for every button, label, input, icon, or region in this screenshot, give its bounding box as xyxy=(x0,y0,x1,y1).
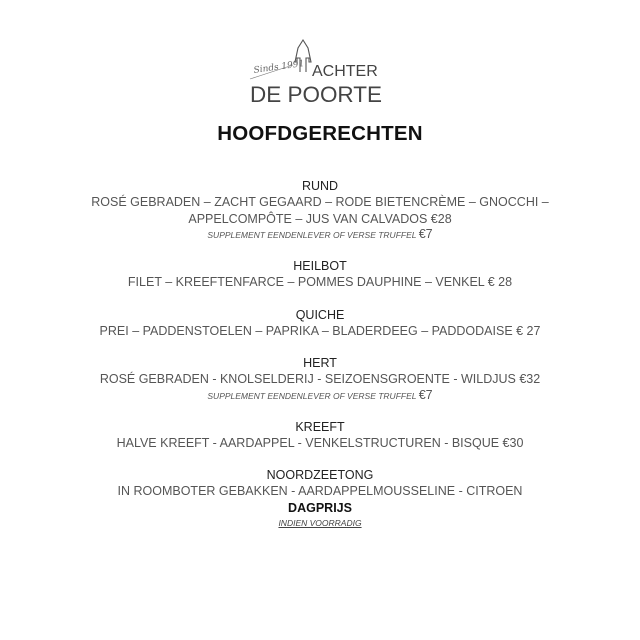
logo-line-1: ACHTER xyxy=(312,63,378,80)
dish-supplement xyxy=(0,388,640,403)
dish-quiche xyxy=(0,308,640,340)
page-title: HOOFDGERECHTEN xyxy=(217,122,423,145)
day-price: DAGPRIJS xyxy=(288,500,352,515)
dish-name: NOORDZEETONG xyxy=(266,468,374,482)
dish-hert xyxy=(0,356,640,403)
availability-note: INDIEN VOORRADIG xyxy=(278,517,362,528)
dish-name: QUICHE xyxy=(295,307,345,322)
logo-graphic xyxy=(240,36,400,112)
logo-line-2: DE POORTE xyxy=(250,82,382,107)
dish-rund xyxy=(0,179,640,242)
dish-description: FILET – KREEFTENFARCE – POMMES DAUPHINE – VENKEL € 28 xyxy=(127,275,513,289)
supplement-text: SUPPLEMENT EENDENLEVER OF VERSE TRUFFEL xyxy=(207,390,417,401)
dish-description: PREI – PADDENSTOELEN – PAPRIKA – BLADERDEEG – PADDODAISE € 27 xyxy=(99,323,541,338)
dish-description: IN ROOMBOTER GEBAKKEN - AARDAPPELMOUSSELINE - CITROEN xyxy=(117,484,523,498)
restaurant-logo xyxy=(0,36,640,112)
dish-name: HEILBOT xyxy=(293,259,347,273)
dish-description: ROSÉ GEBRADEN – ZACHT GEGAARD – RODE BIETENCRÈME – GNOCCHI – APPELCOMPÔTE – JUS VAN CALVADOS €28 xyxy=(91,195,549,226)
dish-kreeft xyxy=(0,420,640,452)
dish-heilbot xyxy=(0,259,640,291)
dish-name: HERT xyxy=(303,356,337,370)
dish-name: KREEFT xyxy=(295,419,345,434)
logo-since: Sinds 1991 xyxy=(253,58,305,76)
dish-supplement xyxy=(0,227,640,242)
menu-list xyxy=(0,179,640,547)
dish-description: HALVE KREEFT - AARDAPPEL - VENKELSTRUCTUREN - BISQUE €30 xyxy=(116,435,524,450)
supplement-price: €7 xyxy=(418,227,433,241)
supplement-price: €7 xyxy=(418,387,433,402)
supplement-text: SUPPLEMENT EENDENLEVER OF VERSE TRUFFEL xyxy=(207,230,417,240)
dish-description: ROSÉ GEBRADEN - KNOLSELDERIJ - SEIZOENSGROENTE - WILDJUS €32 xyxy=(99,372,541,386)
dish-name: RUND xyxy=(301,179,339,193)
dish-noordzeetong xyxy=(0,468,640,530)
